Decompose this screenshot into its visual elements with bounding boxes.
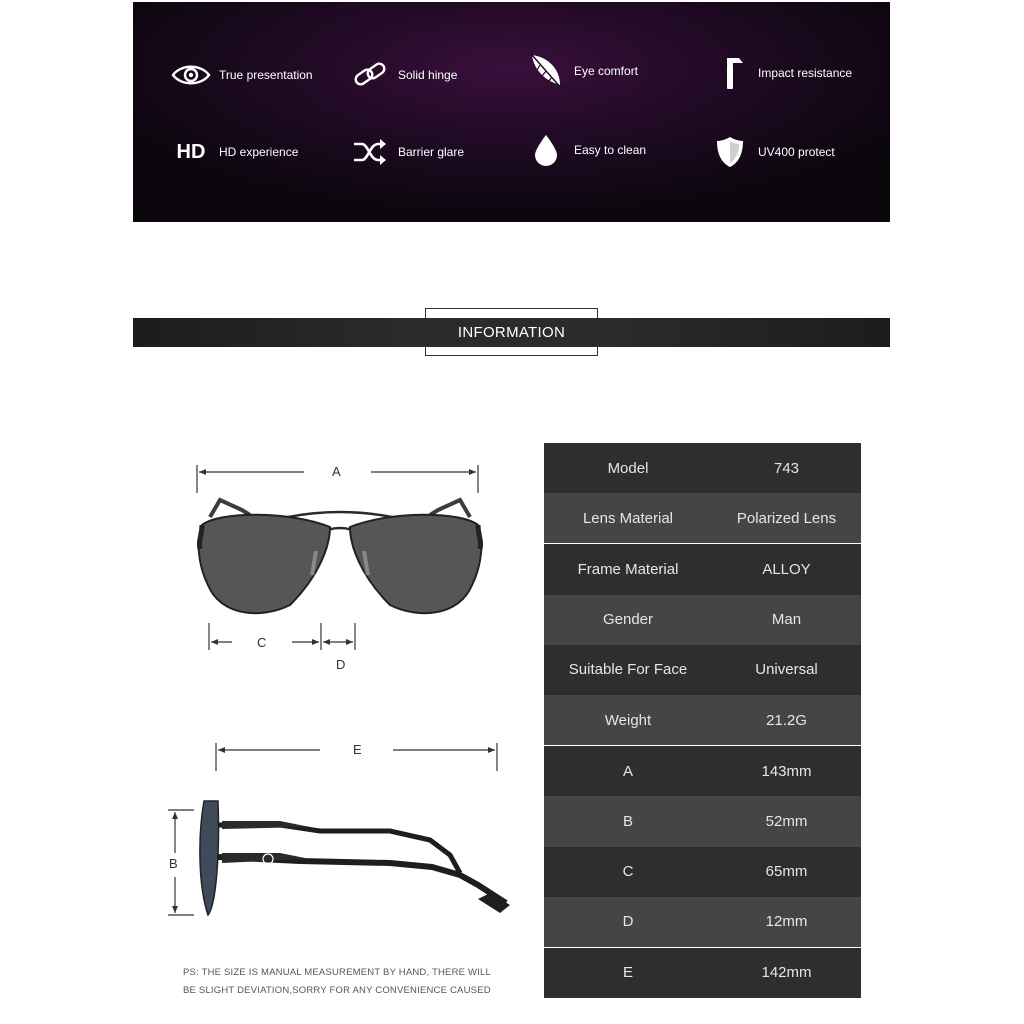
spec-row xyxy=(544,745,861,796)
spec-value: ALLOY xyxy=(762,560,811,578)
dimension-label-d: D xyxy=(336,657,346,672)
spec-value: Man xyxy=(771,611,802,629)
spec-value: 143mm xyxy=(761,762,812,780)
measurement-note xyxy=(183,964,513,1000)
spec-key: D xyxy=(622,913,634,931)
feature-hd-experience xyxy=(171,135,298,169)
chain-link-icon xyxy=(350,58,390,92)
feature-label: Impact resistance xyxy=(758,66,853,80)
hammer-icon xyxy=(710,56,750,90)
spec-row xyxy=(544,645,861,695)
spec-key: Weight xyxy=(604,711,652,729)
spec-row xyxy=(544,543,861,594)
feature-eye-comfort xyxy=(526,54,638,88)
spec-key: Model xyxy=(607,459,649,477)
spec-value: 12mm xyxy=(765,913,808,931)
feature-uv400-protect xyxy=(710,135,835,169)
spec-key: Gender xyxy=(602,611,654,629)
spec-value: 743 xyxy=(773,459,800,477)
dimension-label-c: C xyxy=(257,635,267,650)
spec-row xyxy=(544,796,861,846)
spec-key: Suitable For Face xyxy=(568,661,688,679)
spec-key: Lens Material xyxy=(582,509,674,527)
feature-barrier-glare xyxy=(350,135,464,169)
spec-row xyxy=(544,493,861,543)
note-line-1: PS: THE SIZE IS MANUAL MEASUREMENT BY HAND, THERE WILL xyxy=(183,967,492,978)
shield-icon xyxy=(710,135,750,169)
dimension-label-a: A xyxy=(332,464,341,479)
front-view-diagram xyxy=(180,455,510,685)
spec-value: 21.2G xyxy=(766,711,807,729)
spec-row xyxy=(544,897,861,947)
feature-label: Easy to clean xyxy=(574,143,647,157)
feature-easy-to-clean xyxy=(526,133,646,167)
spec-key: C xyxy=(622,863,634,881)
spec-key: A xyxy=(622,762,633,780)
spec-row xyxy=(544,947,861,998)
eye-icon xyxy=(171,58,211,92)
spec-value: Polarized Lens xyxy=(736,509,837,527)
dimension-label-b: B xyxy=(169,856,178,871)
spec-key: B xyxy=(622,812,633,830)
note-line-2: BE SLIGHT DEVIATION,SORRY FOR ANY CONVENIENCE CAUSED xyxy=(183,985,491,996)
feature-banner xyxy=(133,2,890,222)
hd-icon: HD xyxy=(176,140,206,163)
feature-label: UV400 protect xyxy=(758,145,835,159)
feature-label: Eye comfort xyxy=(574,64,639,78)
dimension-label-e: E xyxy=(353,742,362,757)
feature-label: True presentation xyxy=(219,68,313,82)
spec-key: Frame Material xyxy=(577,560,679,578)
spec-row xyxy=(544,695,861,745)
shuffle-arrows-icon xyxy=(350,135,390,169)
water-drop-icon xyxy=(526,133,566,167)
spec-key: E xyxy=(622,964,633,982)
feather-icon xyxy=(526,54,566,88)
spec-value: 142mm xyxy=(761,964,812,982)
spec-row xyxy=(544,595,861,645)
section-title: INFORMATION xyxy=(425,318,598,347)
feature-label: Barrier glare xyxy=(398,145,465,159)
feature-label: Solid hinge xyxy=(398,68,458,82)
spec-value: Universal xyxy=(755,661,818,679)
feature-impact-resistance xyxy=(710,56,852,90)
spec-table xyxy=(544,443,861,998)
feature-true-presentation xyxy=(171,58,313,92)
feature-solid-hinge xyxy=(350,58,457,92)
side-view-diagram xyxy=(160,735,520,935)
spec-row xyxy=(544,443,861,493)
feature-label: HD experience xyxy=(219,145,299,159)
spec-value: 52mm xyxy=(765,812,808,830)
spec-value: 65mm xyxy=(765,863,808,881)
spec-row xyxy=(544,847,861,897)
